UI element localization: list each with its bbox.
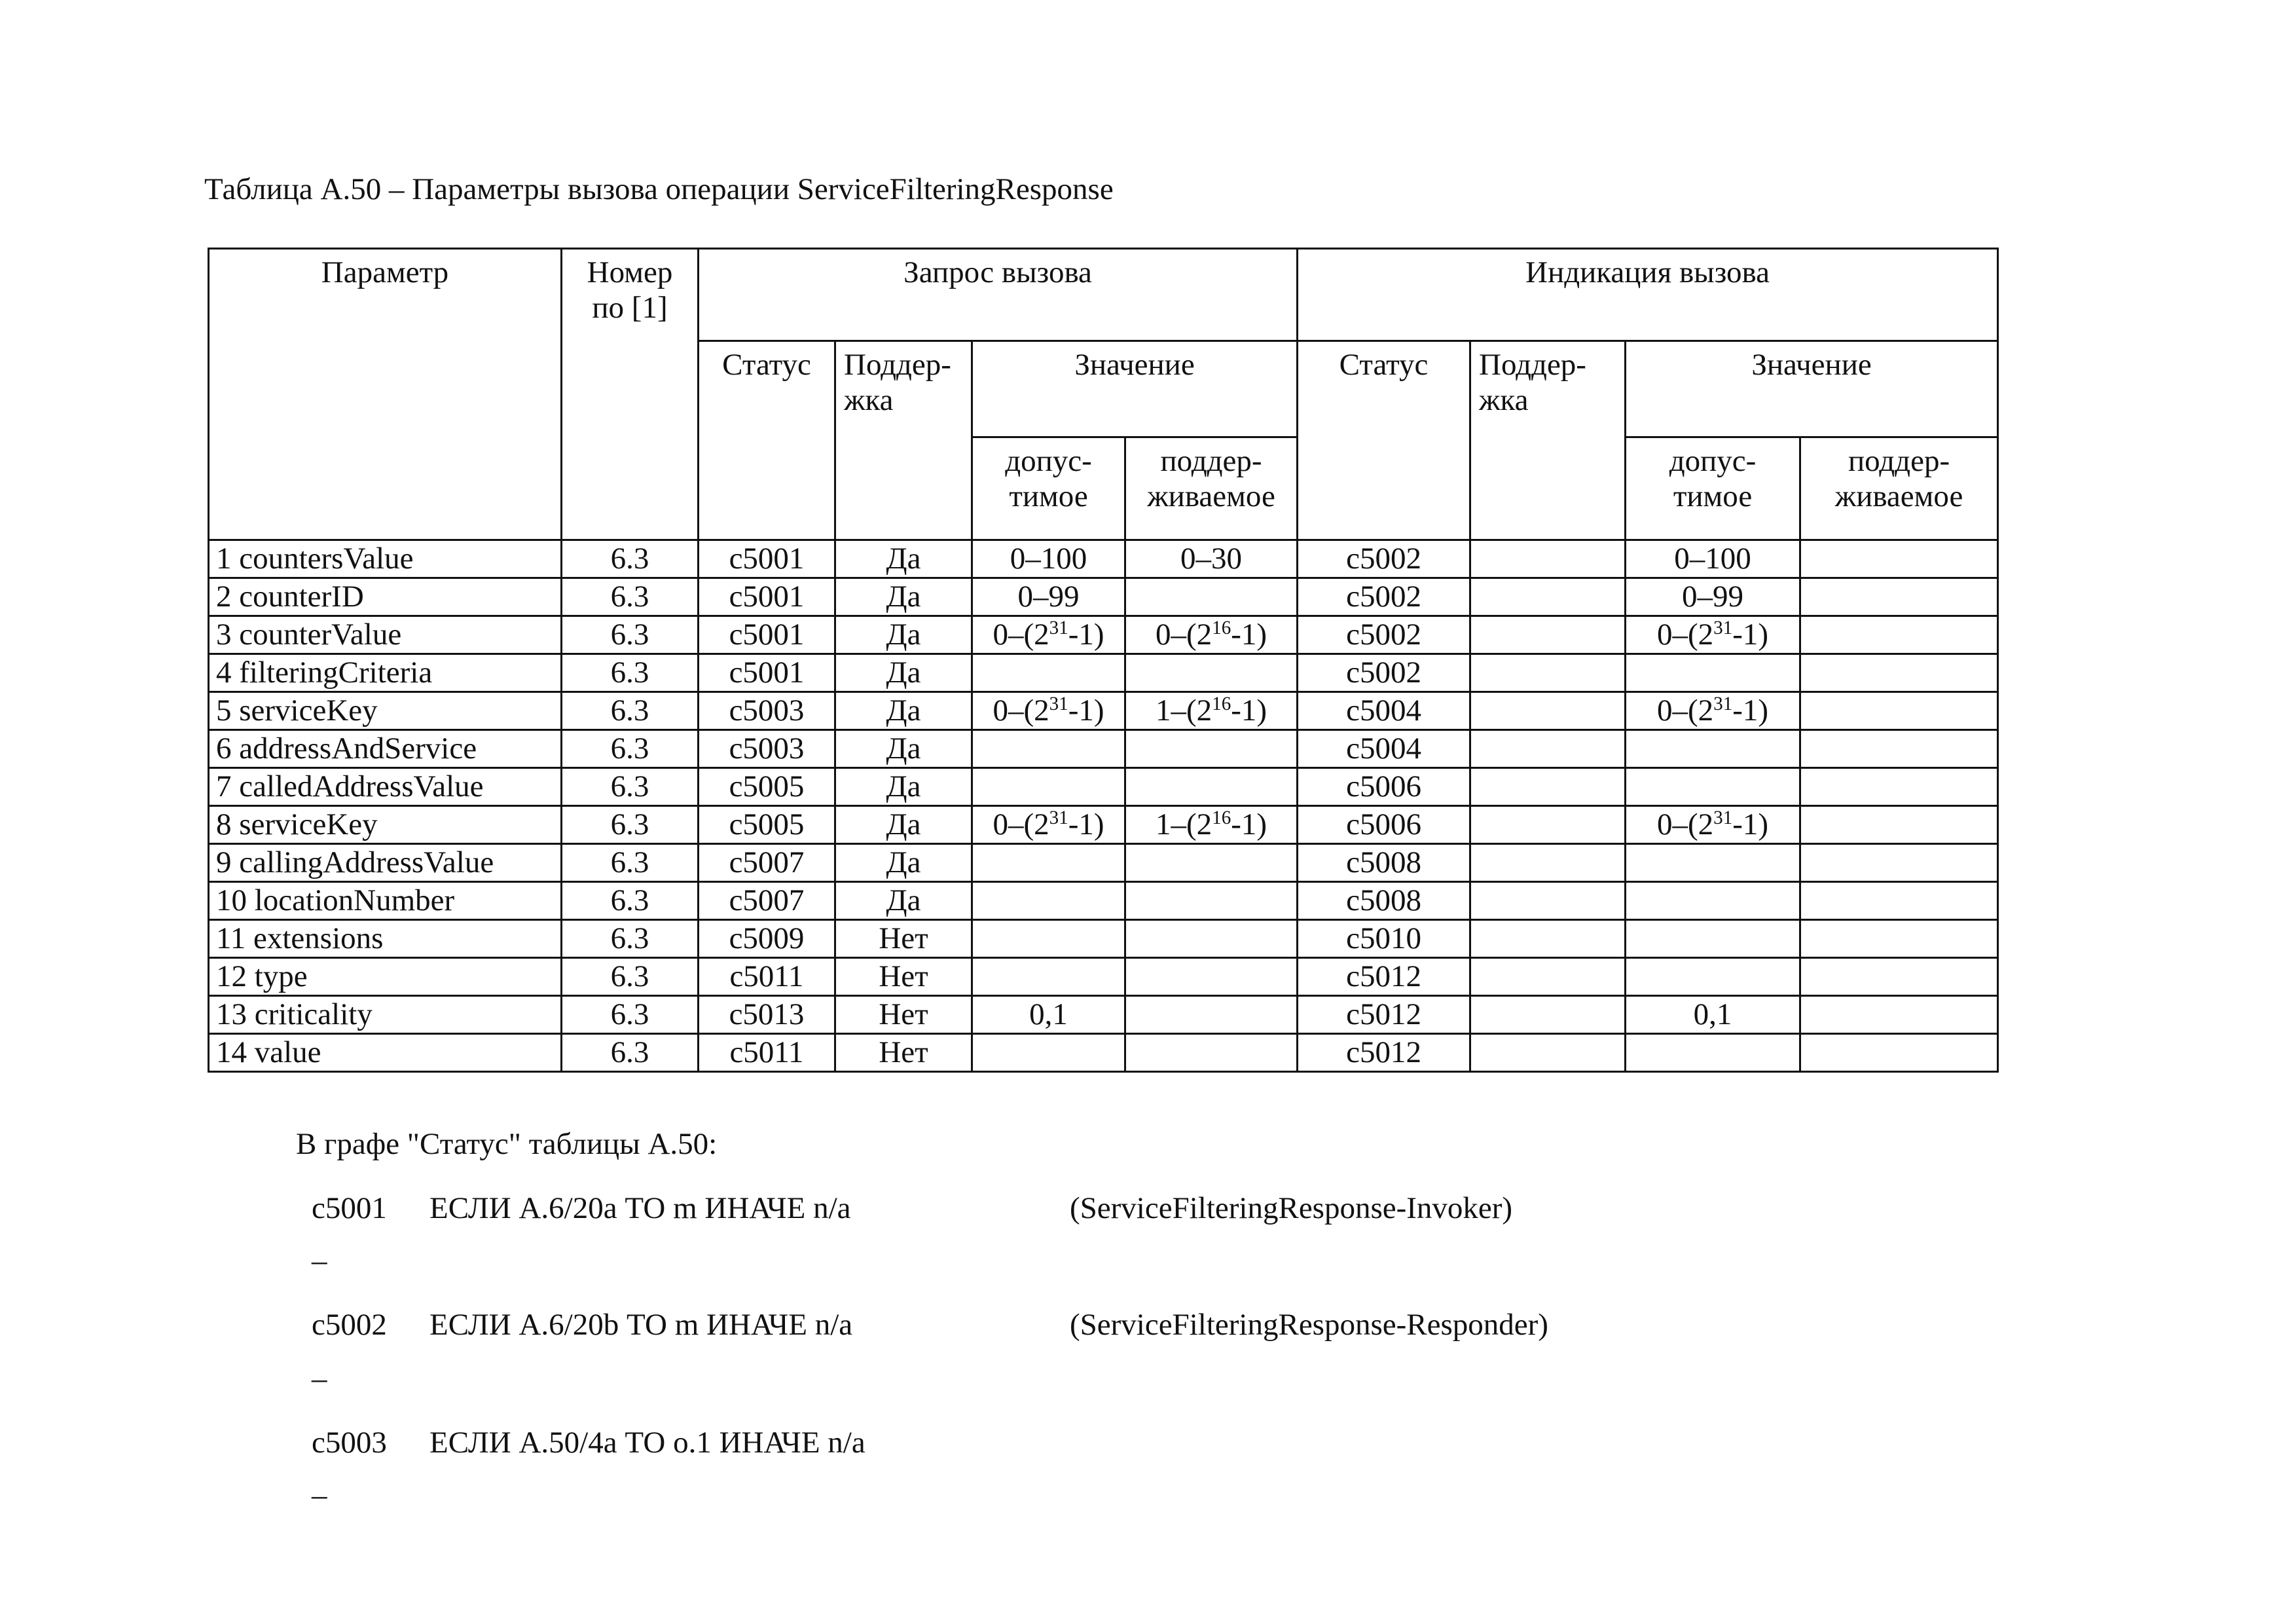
number-cell: 6.3 <box>562 578 699 616</box>
header-ind-allowed: допус-тимое <box>1626 437 1800 540</box>
req-supported-cell <box>1125 920 1298 958</box>
req-status-cell: c5005 <box>699 806 835 844</box>
req-support-cell: Да <box>835 616 972 654</box>
number-cell: 6.3 <box>562 692 699 730</box>
req-allowed-cell: $0-(2^{31}-1)$ <box>972 692 1125 730</box>
req-allowed-cell <box>972 844 1125 882</box>
req-status-cell: c5003 <box>699 730 835 768</box>
note-comment: (ServiceFilteringResponse-Invoker) <box>1070 1191 1513 1225</box>
table-row <box>209 654 1998 692</box>
table-row <box>209 616 1998 654</box>
req-status-cell: c5003 <box>699 692 835 730</box>
header-ind-support: Поддер-жка <box>1470 341 1626 540</box>
ind-support-cell <box>1470 844 1626 882</box>
ind-support-cell <box>1470 730 1626 768</box>
number-cell: 6.3 <box>562 996 699 1034</box>
table-row <box>209 996 1998 1034</box>
ind-allowed-cell <box>1626 1034 1800 1072</box>
req-allowed-cell <box>972 654 1125 692</box>
ind-supported-cell <box>1800 768 1998 806</box>
req-allowed-cell: $0-(2^{31}-1)$ <box>972 806 1125 844</box>
req-supported-cell <box>1125 882 1298 920</box>
ind-support-cell <box>1470 996 1626 1034</box>
req-status-cell: c5005 <box>699 768 835 806</box>
param-cell: 9 callingAddressValue <box>209 844 562 882</box>
ind-status-cell: c5008 <box>1298 882 1470 920</box>
number-cell: 6.3 <box>562 920 699 958</box>
req-allowed-cell <box>972 730 1125 768</box>
param-cell: 8 serviceKey <box>209 806 562 844</box>
ind-status-cell: c5012 <box>1298 996 1470 1034</box>
note-code: c5003 <box>312 1426 387 1460</box>
ind-support-cell <box>1470 958 1626 996</box>
req-status-cell: c5001 <box>699 578 835 616</box>
number-cell: 6.3 <box>562 882 699 920</box>
ind-supported-cell <box>1800 920 1998 958</box>
ind-supported-cell <box>1800 654 1998 692</box>
ind-allowed-cell: $0-(2^{31}-1)$ <box>1626 806 1800 844</box>
number-cell: 6.3 <box>562 654 699 692</box>
req-support-cell: Да <box>835 768 972 806</box>
ind-supported-cell <box>1800 616 1998 654</box>
ind-supported-cell <box>1800 882 1998 920</box>
req-supported-cell <box>1125 1034 1298 1072</box>
table-row <box>209 730 1998 768</box>
ind-supported-cell <box>1800 730 1998 768</box>
req-supported-cell: $1-(2^{16}-1)$ <box>1125 692 1298 730</box>
header-req-support: Поддер-жка <box>835 341 972 540</box>
req-support-cell: Нет <box>835 996 972 1034</box>
ind-supported-cell <box>1800 844 1998 882</box>
req-status-cell: c5001 <box>699 540 835 578</box>
note-dash: – <box>312 1478 327 1512</box>
note-item <box>312 1307 1548 1342</box>
ind-supported-cell <box>1800 578 1998 616</box>
header-param: Параметр <box>209 249 562 540</box>
ind-allowed-cell <box>1626 768 1800 806</box>
note-dash: – <box>312 1361 327 1395</box>
table-row <box>209 844 1998 882</box>
note-condition: ЕСЛИ А.6/20а ТО m ИНАЧЕ n/a <box>429 1191 851 1225</box>
req-support-cell: Да <box>835 540 972 578</box>
req-status-cell: c5011 <box>699 1034 835 1072</box>
req-support-cell: Да <box>835 844 972 882</box>
ind-support-cell <box>1470 768 1626 806</box>
ind-status-cell: c5002 <box>1298 578 1470 616</box>
req-supported-cell <box>1125 958 1298 996</box>
param-cell: 6 addressAndService <box>209 730 562 768</box>
header-indication: Индикация вызова <box>1298 249 1998 341</box>
param-cell: 13 criticality <box>209 996 562 1034</box>
number-cell: 6.3 <box>562 958 699 996</box>
ind-allowed-cell <box>1626 882 1800 920</box>
note-dash: – <box>312 1244 327 1278</box>
header-request: Запрос вызова <box>699 249 1298 341</box>
ind-status-cell: c5002 <box>1298 654 1470 692</box>
req-support-cell: Да <box>835 806 972 844</box>
ind-allowed-cell: $0-(2^{31}-1)$ <box>1626 616 1800 654</box>
ind-status-cell: c5006 <box>1298 768 1470 806</box>
param-cell: 1 countersValue <box>209 540 562 578</box>
param-cell: 4 filteringCriteria <box>209 654 562 692</box>
ind-status-cell: c5010 <box>1298 920 1470 958</box>
req-allowed-cell <box>972 882 1125 920</box>
req-supported-cell: $1-(2^{16}-1)$ <box>1125 806 1298 844</box>
param-cell: 7 calledAddressValue <box>209 768 562 806</box>
note-code: c5002 <box>312 1308 387 1342</box>
ind-allowed-cell <box>1626 844 1800 882</box>
ind-allowed-cell: $0-(2^{31}-1)$ <box>1626 692 1800 730</box>
note-comment: (ServiceFilteringResponse-Responder) <box>1070 1308 1548 1342</box>
ind-allowed-cell: 0–100 <box>1626 540 1800 578</box>
number-cell: 6.3 <box>562 844 699 882</box>
ind-allowed-cell <box>1626 920 1800 958</box>
note-item <box>312 1425 1070 1460</box>
req-supported-cell <box>1125 996 1298 1034</box>
ind-allowed-cell <box>1626 654 1800 692</box>
header-req-value: Значение <box>972 341 1298 437</box>
req-support-cell: Да <box>835 730 972 768</box>
req-allowed-cell <box>972 768 1125 806</box>
number-cell: 6.3 <box>562 1034 699 1072</box>
ind-status-cell: c5012 <box>1298 958 1470 996</box>
ind-support-cell <box>1470 920 1626 958</box>
ind-allowed-cell <box>1626 958 1800 996</box>
ind-allowed-cell: 0,1 <box>1626 996 1800 1034</box>
param-cell: 3 counterValue <box>209 616 562 654</box>
req-support-cell: Нет <box>835 920 972 958</box>
req-allowed-cell <box>972 1034 1125 1072</box>
param-cell: 14 value <box>209 1034 562 1072</box>
ind-support-cell <box>1470 654 1626 692</box>
ind-status-cell: c5006 <box>1298 806 1470 844</box>
req-supported-cell <box>1125 654 1298 692</box>
req-allowed-cell: 0–99 <box>972 578 1125 616</box>
ind-allowed-cell <box>1626 730 1800 768</box>
param-cell: 10 locationNumber <box>209 882 562 920</box>
header-req-status: Статус <box>699 341 835 540</box>
ind-supported-cell <box>1800 806 1998 844</box>
note-condition: ЕСЛИ А.6/20b ТО m ИНАЧЕ n/a <box>429 1308 853 1342</box>
req-support-cell: Да <box>835 692 972 730</box>
ind-supported-cell <box>1800 996 1998 1034</box>
number-cell: 6.3 <box>562 540 699 578</box>
ind-support-cell <box>1470 540 1626 578</box>
req-support-cell: Нет <box>835 958 972 996</box>
req-support-cell: Да <box>835 578 972 616</box>
table-caption: Таблица А.50 – Параметры вызова операции ServiceFilteringResponse <box>204 172 1114 206</box>
req-allowed-cell: 0–100 <box>972 540 1125 578</box>
ind-supported-cell <box>1800 692 1998 730</box>
req-status-cell: c5009 <box>699 920 835 958</box>
ind-support-cell <box>1470 1034 1626 1072</box>
req-support-cell: Да <box>835 882 972 920</box>
req-status-cell: c5013 <box>699 996 835 1034</box>
req-support-cell: Нет <box>835 1034 972 1072</box>
parameters-table <box>208 248 1999 1073</box>
param-cell: 12 type <box>209 958 562 996</box>
param-cell: 11 extensions <box>209 920 562 958</box>
req-supported-cell <box>1125 578 1298 616</box>
table-row <box>209 578 1998 616</box>
ind-status-cell: c5002 <box>1298 616 1470 654</box>
ind-status-cell: c5004 <box>1298 730 1470 768</box>
ind-support-cell <box>1470 692 1626 730</box>
param-cell: 5 serviceKey <box>209 692 562 730</box>
req-supported-cell <box>1125 844 1298 882</box>
ind-status-cell: c5008 <box>1298 844 1470 882</box>
req-allowed-cell <box>972 920 1125 958</box>
req-supported-cell <box>1125 768 1298 806</box>
table-body <box>209 540 1998 1072</box>
req-status-cell: c5007 <box>699 844 835 882</box>
ind-status-cell: c5004 <box>1298 692 1470 730</box>
notes-title: В графе "Статус" таблицы А.50: <box>296 1127 718 1161</box>
number-cell: 6.3 <box>562 768 699 806</box>
req-status-cell: c5011 <box>699 958 835 996</box>
req-status-cell: c5007 <box>699 882 835 920</box>
param-cell: 2 counterID <box>209 578 562 616</box>
req-allowed-cell: 0,1 <box>972 996 1125 1034</box>
number-cell: 6.3 <box>562 616 699 654</box>
ind-supported-cell <box>1800 958 1998 996</box>
ind-support-cell <box>1470 616 1626 654</box>
req-allowed-cell <box>972 958 1125 996</box>
req-status-cell: c5001 <box>699 616 835 654</box>
number-cell: 6.3 <box>562 730 699 768</box>
ind-support-cell <box>1470 806 1626 844</box>
req-supported-cell: 0–30 <box>1125 540 1298 578</box>
table-row <box>209 540 1998 578</box>
req-allowed-cell: $0-(2^{31}-1)$ <box>972 616 1125 654</box>
ind-support-cell <box>1470 882 1626 920</box>
number-cell: 6.3 <box>562 806 699 844</box>
table-row <box>209 1034 1998 1072</box>
header-req-allowed: допус-тимое <box>972 437 1125 540</box>
table-row <box>209 882 1998 920</box>
ind-allowed-cell: 0–99 <box>1626 578 1800 616</box>
ind-support-cell <box>1470 578 1626 616</box>
note-condition: ЕСЛИ А.50/4а ТО o.1 ИНАЧЕ n/a <box>429 1426 866 1460</box>
header-req-supported: поддер-живаемое <box>1125 437 1298 540</box>
req-supported-cell <box>1125 730 1298 768</box>
ind-supported-cell <box>1800 540 1998 578</box>
note-code: c5001 <box>312 1191 387 1225</box>
req-supported-cell: $0-(2^{16}-1)$ <box>1125 616 1298 654</box>
req-support-cell: Да <box>835 654 972 692</box>
ind-status-cell: c5002 <box>1298 540 1470 578</box>
header-ind-status: Статус <box>1298 341 1470 540</box>
table-row <box>209 920 1998 958</box>
ind-supported-cell <box>1800 1034 1998 1072</box>
header-number: Номер по [1] <box>562 249 699 540</box>
table-row <box>209 958 1998 996</box>
header-ind-supported: поддер-живаемое <box>1800 437 1998 540</box>
ind-status-cell: c5012 <box>1298 1034 1470 1072</box>
table-row <box>209 768 1998 806</box>
table-row <box>209 692 1998 730</box>
note-item <box>312 1190 1512 1226</box>
table-row <box>209 806 1998 844</box>
req-status-cell: c5001 <box>699 654 835 692</box>
header-ind-value: Значение <box>1626 341 1998 437</box>
